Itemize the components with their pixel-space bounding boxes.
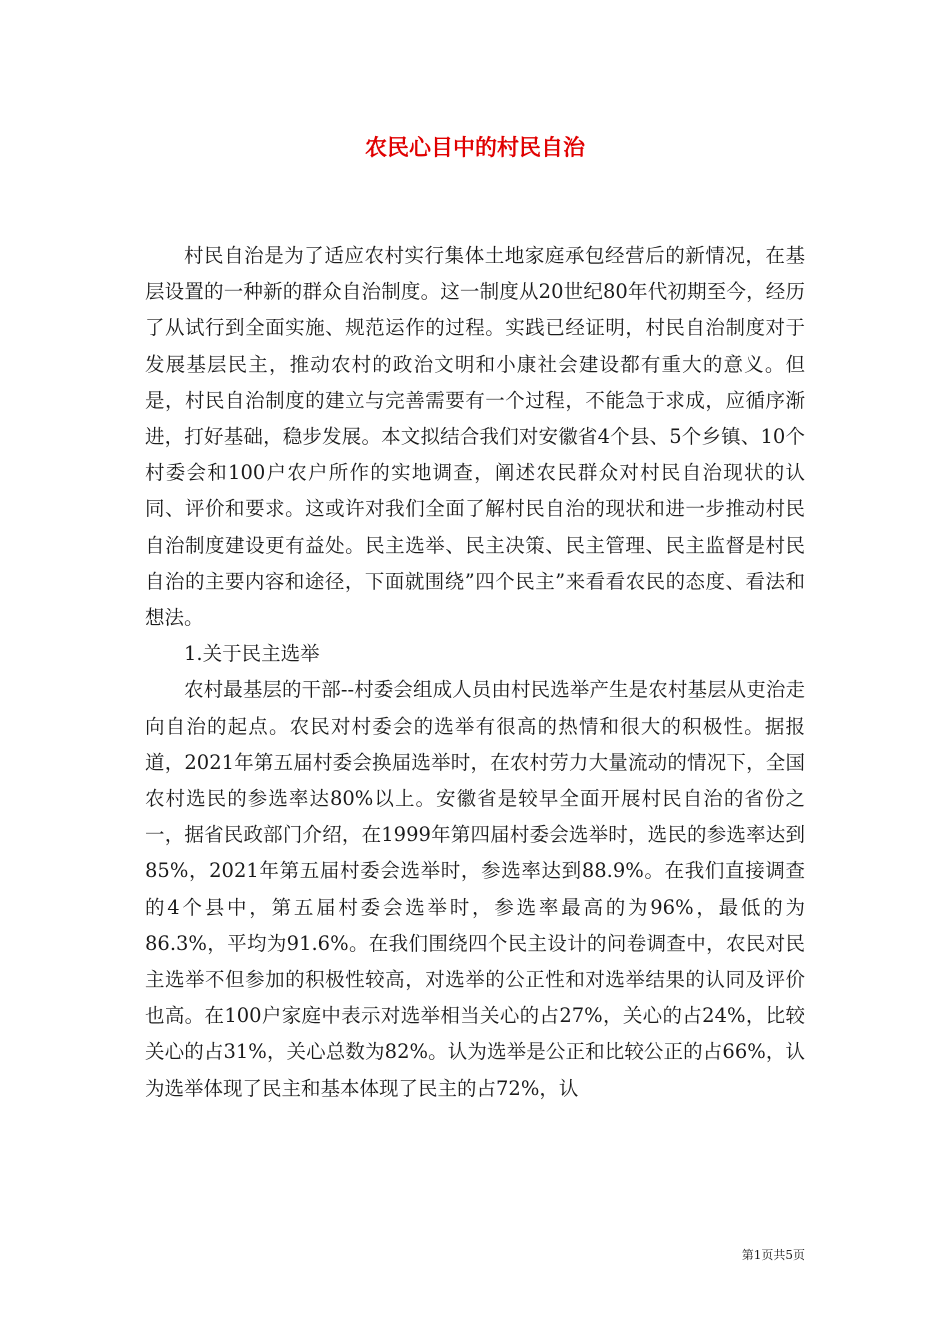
paragraph-intro: 村民自治是为了适应农村实行集体土地家庭承包经营后的新情况，在基层设置的一种新的群众自治制度。这一制度从20世纪80年代初期至今，经历了从试行到全面实施、规范运作的过程。实践已经证明，村民自治制度对于发展基层民主，推动农村的政治文明和小康社会建设都有重大的意义。但是，村民自治制度的建立与完善需要有一个过程，不能急于求成，应循序渐进，打好基础，稳步发展。本文拟结合我们对安徽省4个县、5个乡镇、10个村委会和100户农户所作的实地调查，阐述农民群众对村民自治现状的认同、评价和要求。这或许对我们全面了解村民自治的现状和进一步推动村民自治制度建设更有益处。民主选举、民主决策、民主管理、民主监督是村民自治的主要内容和途径，下面就围绕”四个民主”来看看农民的态度、看法和想法。 xyxy=(145,244,805,630)
section-heading-democratic-election: 1.关于民主选举 xyxy=(184,642,320,666)
page-number: 第1页共5页 xyxy=(741,1248,805,1262)
document-title: 农民心目中的村民自治 xyxy=(364,135,585,161)
paragraph-election: 农村最基层的干部--村委会组成人员由村民选举产生是农村基层从吏治走向自治的起点。农民对村委会的选举有很高的热情和很大的积极性。据报道，2021年第五届村委会换届选举时，在农村劳力大量流动的情况下，全国农村选民的参选率达80%以上。安徽省是较早全面开展村民自治的省份之一，据省民政部门介绍，在1999年第四届村委会选举时，选民的参选率达到85%，2021年第五届村委会选举时，参选率达到88.9%。在我们直接调查的4个县中，第五届村委会选举时，参选率最高的为96%，最低的为86.3%，平均为91.6%。在我们围绕四个民主设计的问卷调查中，农民对民主选举不但参加的积极性较高，对选举的公正性和对选举结果的认同及评价也高。在100户家庭中表示对选举相当关心的占27%，关心的占24%，比较关心的占31%，关心总数为82%。认为选举是公正和比较公正的占66%，认为选举体现了民主和基本体现了民主的占72%，认 xyxy=(145,678,805,1100)
document-body xyxy=(145,238,805,1107)
